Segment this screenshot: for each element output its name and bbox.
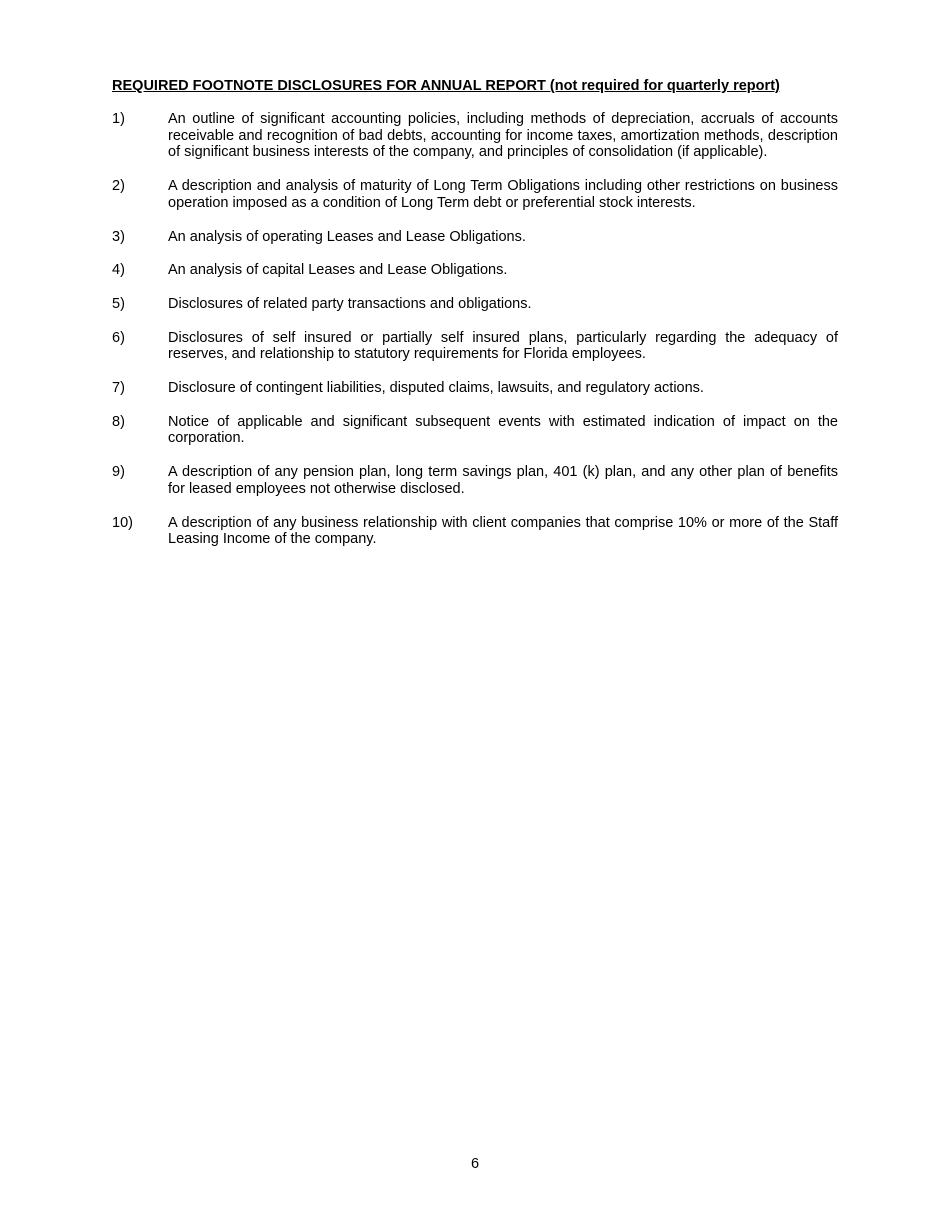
item-text: Disclosure of contingent liabilities, disputed claims, lawsuits, and regulatory actions.	[168, 380, 704, 397]
list-item	[112, 380, 838, 397]
list-item	[112, 330, 838, 363]
list-item	[112, 178, 838, 211]
item-text: Notice of applicable and significant subsequent events with estimated indication of impact on the corporation.	[168, 413, 838, 447]
item-text: A description of any business relationship with client companies that comprise 10% or more of the Staff Leasing Income of the company.	[168, 514, 838, 548]
item-number: 2)	[112, 178, 125, 195]
item-number: 1)	[112, 111, 125, 127]
page-title: REQUIRED FOOTNOTE DISCLOSURES FOR ANNUAL REPORT (not required for quarterly report)	[112, 78, 780, 94]
list-item	[112, 414, 838, 447]
item-text: Disclosures of related party transactions and obligations.	[168, 295, 532, 312]
item-text: An analysis of capital Leases and Lease Obligations.	[168, 262, 508, 279]
item-number: 10)	[112, 514, 133, 531]
item-text: A description of any pension plan, long term savings plan, 401 (k) plan, and any other plan of benefits for leased employees not otherwise disclosed.	[168, 464, 838, 497]
list-item	[112, 229, 838, 246]
list-item	[112, 262, 838, 279]
item-number: 4)	[112, 262, 125, 279]
page-number: 6	[470, 1156, 480, 1172]
item-text: A description and analysis of maturity of Long Term Obligations including other restrictions on business operation imposed as a condition of Long Term debt or preferential stock interests.	[168, 178, 838, 211]
item-number: 9)	[112, 464, 125, 481]
list-item	[112, 464, 838, 497]
item-number: 5)	[112, 295, 125, 312]
item-text: An outline of significant accounting policies, including methods of depreciation, accruals of accounts receivable and recognition of bad debts, accounting for income taxes, amortization methods, description of significant business interests of the company, and principles of consolidation (if applicable).	[168, 111, 838, 161]
item-text: An analysis of operating Leases and Lease Obligations.	[168, 228, 526, 245]
footnote-disclosures-list	[112, 111, 838, 565]
item-text: Disclosures of self insured or partially self insured plans, particularly regarding the adequacy of reserves, and relationship to statutory requirements for Florida employees.	[168, 329, 838, 363]
list-item	[112, 515, 838, 548]
item-number: 7)	[112, 380, 125, 397]
item-number: 6)	[112, 329, 125, 346]
item-number: 8)	[112, 413, 125, 430]
list-item	[112, 296, 838, 313]
list-item	[112, 111, 838, 161]
item-number: 3)	[112, 228, 125, 245]
